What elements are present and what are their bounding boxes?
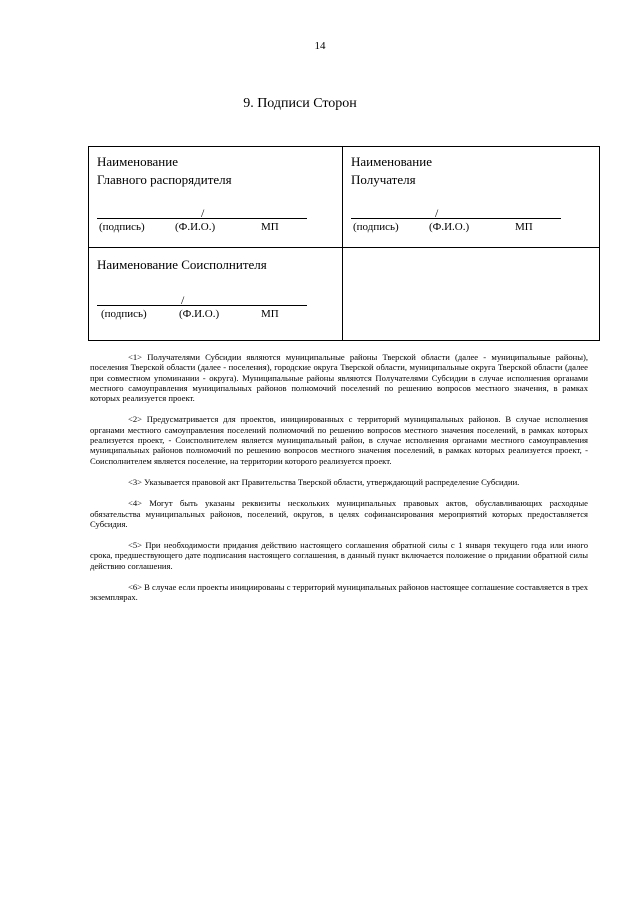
empty-cell xyxy=(343,248,600,341)
recipient-title-line1: Наименование xyxy=(351,154,432,169)
page-number: 14 xyxy=(314,40,326,52)
main-manager-cell xyxy=(89,147,343,248)
main-manager-signature-line xyxy=(97,201,334,219)
recipient-name-label: (Ф.И.О.) xyxy=(429,221,470,233)
footnote-2: <2> Предусматривается для проектов, инициированных с территорий муниципальных районов. В случае исполнения органами местного самоуправления поселений полномочий по решению вопросов местного значения поселений, в рамках которых реализуется проект, - Соисполнителем является муниципальный район, в случае исполнения органами местного самоуправления муниципальных районов полномочий по решению вопросов местного значения поселений, в рамках которых реализуется проект, - Соисполнителем является поселение, на территории которого реализуется проект. xyxy=(90,414,588,466)
footnotes xyxy=(90,352,588,614)
recipient-title-line2: Получателя xyxy=(351,172,416,187)
recipient-signature-line xyxy=(351,201,591,219)
footnote-3: <3> Указывается правовой акт Правительства Тверской области, утверждающий распределение Субсидии. xyxy=(128,476,520,487)
main-manager-stamp-label: МП xyxy=(261,221,279,233)
footnote-5: <5> При необходимости придания действию настоящего соглашения обратной силы с 1 января текущего года или иного срока, предшествующего дате подписания настоящего соглашения, в данный пункт включается положение о придании обратной силы действию соглашения. xyxy=(90,540,588,571)
signatures-table xyxy=(88,146,600,341)
main-manager-title-line1: Наименование xyxy=(97,154,178,169)
recipient-stamp-label: МП xyxy=(515,221,533,233)
co-executor-sign-label: (подпись) xyxy=(101,308,147,320)
footnote-4: <4> Могут быть указаны реквизиты нескольких муниципальных правовых актов, обуславливающих расходные обязательства муниципальных районов, поселений, округов, в целях софинансирования мероприятий которых предоставляется Субсидия. xyxy=(90,498,588,529)
section-title: 9. Подписи Сторон xyxy=(243,96,357,111)
main-manager-slash: / xyxy=(201,206,205,220)
footnote-6: <6> В случае если проекты инициированы с территорий муниципальных районов настоящее соглашение составляется в трех экземплярах. xyxy=(90,582,588,603)
co-executor-name-label: (Ф.И.О.) xyxy=(179,308,220,320)
main-manager-sign-label: (подпись) xyxy=(99,221,145,233)
co-executor-labels xyxy=(97,308,334,324)
footnote-1: <1> Получателями Субсидии являются муниципальные районы Тверской области (далее - муниципальные районы), поселения Тверской области (далее - поселения), городские округа Тверской области, муниципальные округа Тверской области (далее при совместном упоминании - округа). Муниципальные районы являются Получателями Субсидии в случае исполнения органами местного самоуправления муниципальных районов полномочий поселений по решению вопросов местного значения, в рамках которых реализуется проект. xyxy=(90,352,588,404)
recipient-labels xyxy=(351,221,591,237)
co-executor-title: Наименование Соисполнителя xyxy=(97,257,267,272)
main-manager-name-label: (Ф.И.О.) xyxy=(175,221,216,233)
co-executor-signature-line xyxy=(97,288,334,306)
main-manager-title xyxy=(89,147,342,189)
co-executor-stamp-label: МП xyxy=(261,308,279,320)
recipient-slash: / xyxy=(435,206,439,220)
co-executor-slash: / xyxy=(181,293,185,307)
recipient-title xyxy=(343,147,599,189)
co-executor-cell xyxy=(89,248,343,341)
recipient-cell xyxy=(343,147,600,248)
main-manager-title-line2: Главного распорядителя xyxy=(97,172,232,187)
recipient-sign-label: (подпись) xyxy=(353,221,399,233)
main-manager-labels xyxy=(97,221,334,237)
